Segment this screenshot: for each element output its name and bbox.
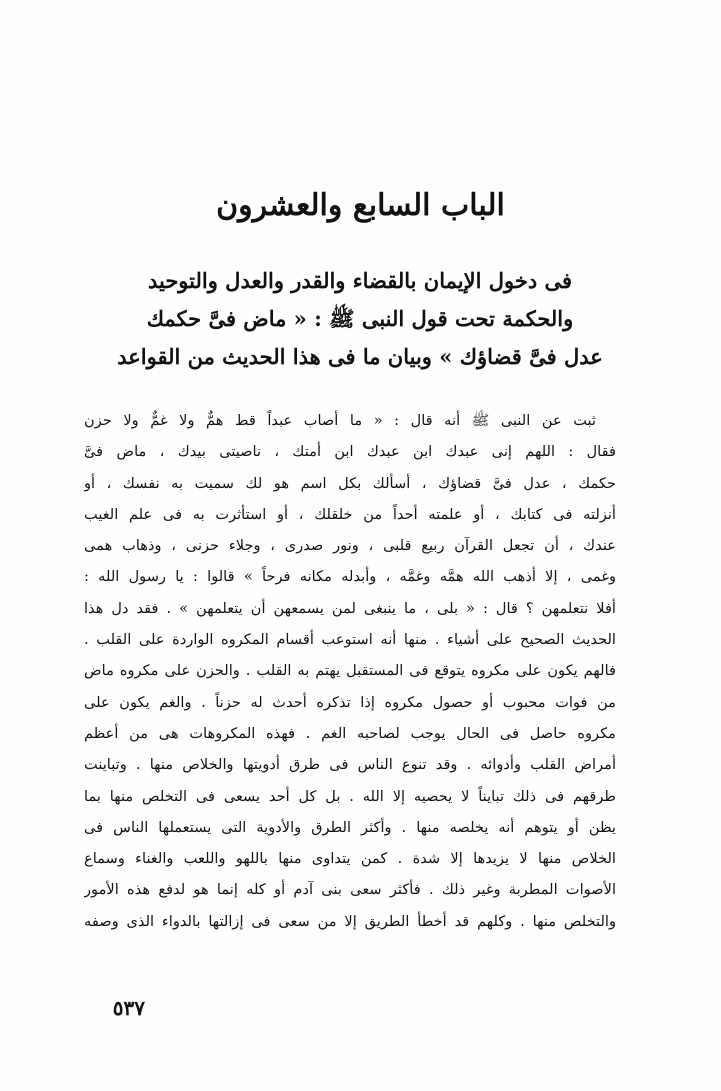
body-line: من فوات محبوب أو حصول مكروه إذا تذكره أحدث له حزناً . والغم يكون على bbox=[84, 693, 616, 711]
body-line: عندك ، أن تجعل القرآن ربيع قلبى ، ونور صدرى ، وجلاء حزنى ، وذهاب همى bbox=[84, 537, 616, 555]
body-line: أنزلته فى كتابك ، أو علمته أحداً من خلقلك ، أو استأثرت به فى علم الغيب bbox=[84, 505, 616, 523]
body-line: حكمك ، عدل فىَّ قضاؤك ، أسألك بكل اسم هو لك سميت به نفسك ، أو bbox=[84, 474, 616, 492]
body-line: وغمى ، إلا أذهب الله همَّه وغمَّه ، وأبدله مكانه فرحاً » قالوا : يا رسول الله : bbox=[84, 568, 616, 586]
body-line: مكروه حاصل فى الحال يوجب لصاحبه الغم . فهذه المكروهات هى من أعظم bbox=[84, 724, 616, 742]
subtitle-line: عدل فىَّ قضاؤك » وبيان ما فى هذا الحديث من القواعد bbox=[117, 344, 603, 369]
body-line: فقال : اللهم إنى عبدك ابن عبدك ابن أمتك ، ناصيتى بيدك ، ماض فىَّ bbox=[84, 443, 616, 461]
body-line: فالهم يكون على مكروه يتوقع فى المستقبل يهتم به القلب . والحزن على مكروه ماض bbox=[84, 662, 616, 680]
body-line: أمراض القلب وأدوائه . وقد تنوع الناس فى طرق أدويتها والخلاص منها . وتباينت bbox=[84, 756, 616, 774]
chapter-subtitle bbox=[110, 262, 610, 376]
body-line: والتخلص منها . وكلهم قد أخطأ الطريق إلا من سعى فى إزالتها بالدواء الذى وصفه bbox=[84, 912, 616, 930]
body-line: أفلا نتعلمهن ؟ قال : « بلى ، ما ينبغى لمن يسمعهن أن يتعلمهن » . فقد دل هذا bbox=[84, 599, 616, 617]
body-line: يظن أو يتوهم أنه يخلصه منها . وأكثر الطرق والأدوية التى يستعملها الناس فى bbox=[84, 818, 616, 836]
subtitle-line: فى دخول الإيمان بالقضاء والقدر والعدل والتوحيد bbox=[147, 268, 573, 293]
body-line: طرقهم فى ذلك تبايناً لا يحصيه إلا الله . بل كل أحد يسعى فى التخلص منها بما bbox=[84, 787, 616, 805]
body-line: الأصوات المطربة وغير ذلك . فأكثر سعى بنى آدم أو كله إنما هو لدفع هذه الأمور bbox=[84, 881, 616, 899]
chapter-title: الباب السابع والعشرون bbox=[216, 188, 505, 223]
subtitle-line: والحكمة تحت قول النبى ﷺ : « ماض فىَّ حكمك bbox=[146, 306, 574, 331]
body-line: ثبت عن النبى ﷺ أنه قال : « ما أصاب عبداً قط همٌّ ولا غمٌّ ولا حزن bbox=[84, 412, 596, 429]
body-line: الخلاص منها لا يزيدها إلا شدة . كمن يتداوى منها باللهو واللعب والغناء وسماع bbox=[84, 850, 616, 868]
body-paragraph bbox=[84, 405, 616, 937]
page-number: ٥٣٧ bbox=[112, 996, 145, 1020]
body-line: الحديث الصحيح على أشياء . منها أنه استوعب أقسام المكروه الواردة على القلب . bbox=[84, 631, 616, 649]
